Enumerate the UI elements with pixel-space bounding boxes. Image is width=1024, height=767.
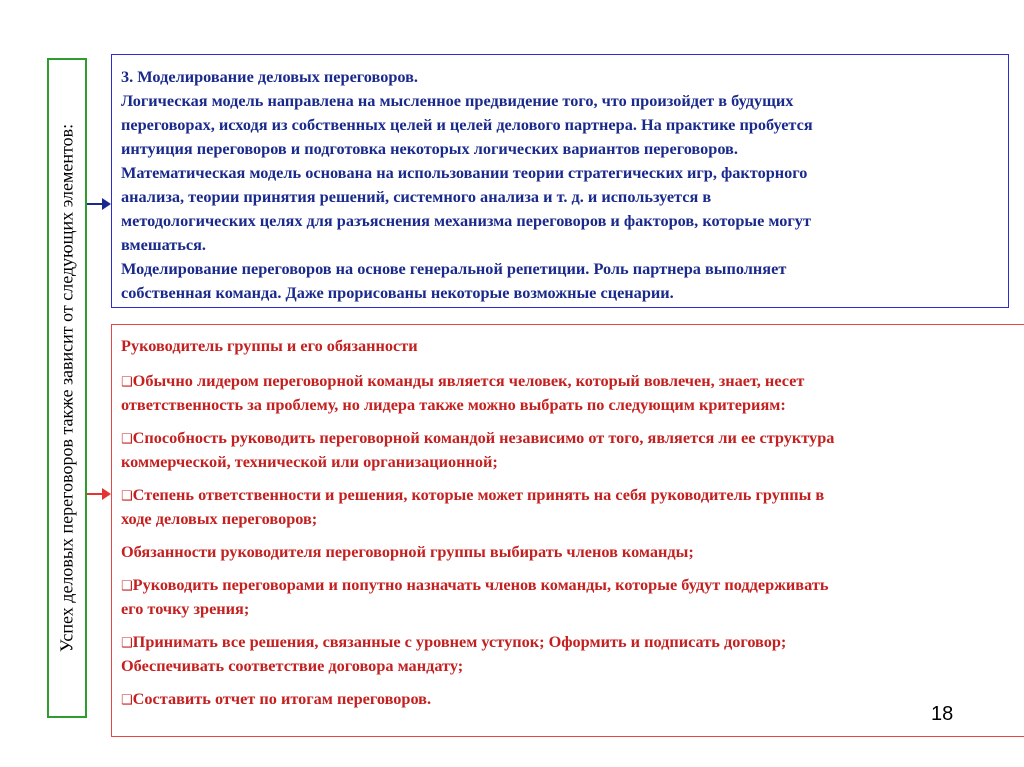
duty-paragraph [121,541,1010,563]
duty-paragraph [121,335,1010,357]
checkbox-bullet-icon: ❑ [121,432,133,447]
modeling-line: анализа, теории принятия решений, системного анализа и т. д. и используется в [121,187,712,206]
modeling-line: вмешаться. [121,235,207,254]
duty-paragraph [121,370,1010,416]
duty-line: Способность руководить переговорной командой независимо от того, является ли ее структура [132,428,835,447]
duty-paragraph [121,574,1010,620]
modeling-line: Логическая модель направлена на мысленное предвидение того, что произойдет в будущих [121,91,794,110]
duty-paragraph [121,631,1010,677]
page-number: 18 [931,703,954,725]
duty-line: его точку зрения; [121,599,250,618]
duty-line: Руководитель группы и его обязанности [121,336,418,355]
leader-duties-section [111,324,1024,737]
duty-paragraph [121,427,1010,473]
checkbox-bullet-icon: ❑ [121,375,133,390]
modeling-line: переговорах, исходя из собственных целей и целей делового партнера. На практике пробуется [121,115,813,134]
sidebar-text: Успех деловых переговоров также зависит от следующих элементов: [56,123,77,653]
duty-line: коммерческой, технической или организационной; [121,452,498,471]
modeling-section [111,54,1009,308]
arrow-to-red-box-icon [87,493,109,495]
checkbox-bullet-icon: ❑ [121,579,133,594]
duty-paragraph [121,484,1010,530]
checkbox-bullet-icon: ❑ [121,636,133,651]
modeling-line: Математическая модель основана на использовании теории стратегических игр, факторного [121,163,808,182]
sidebar-box [47,58,87,718]
arrow-to-blue-box-icon [87,203,109,205]
modeling-line: Моделирование переговоров на основе генеральной репетиции. Роль партнера выполняет [121,259,787,278]
duty-line: Принимать все решения, связанные с уровнем уступок; Оформить и подписать договор; [132,632,787,651]
checkbox-bullet-icon: ❑ [121,693,133,708]
modeling-line: собственная команда. Даже прорисованы некоторые возможные сценарии. [121,283,674,302]
modeling-line: методологических целях для разъяснения механизма переговоров и факторов, которые могут [121,211,811,230]
duty-paragraph [121,688,1010,712]
duty-line: Степень ответственности и решения, которые может принять на себя руководитель группы в [132,485,825,504]
duty-line: Обычно лидером переговорной команды является человек, который вовлечен, знает, несет [132,371,805,390]
checkbox-bullet-icon: ❑ [121,489,133,504]
modeling-line: интуиция переговоров и подготовка некоторых логических вариантов переговоров. [121,139,738,158]
duty-line: ходе деловых переговоров; [121,509,318,528]
modeling-line: 3. Моделирование деловых переговоров. [121,67,418,86]
duty-line: Руководить переговорами и попутно назначать членов команды, которые будут поддерживать [132,575,829,594]
duty-line: Обязанности руководителя переговорной группы выбирать членов команды; [121,542,694,561]
duty-line: Составить отчет по итогам переговоров. [132,689,432,708]
duty-line: ответственность за проблему, но лидера также можно выбрать по следующим критериям: [121,395,786,414]
duty-line: Обеспечивать соответствие договора мандату; [121,656,464,675]
